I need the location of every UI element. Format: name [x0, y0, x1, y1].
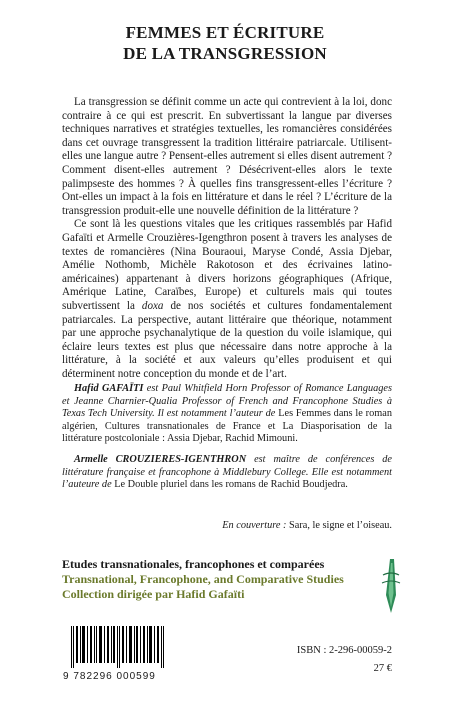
book-title [0, 22, 450, 64]
bio2-works: Le Double pluriel dans les romans de Rachid Boudjedra. [114, 479, 348, 491]
bio1-works: Les Femmes dans le roman algérien, Cultures transnationales de France et La Diasporisation de la littérature postcoloniale : Assia Djebar, Rachid Mimouni. [62, 408, 392, 445]
bio1-name: Hafid GAFAÏTI [74, 383, 144, 394]
bio2-name: Armelle CROUZIERES-IGENTHRON [74, 454, 247, 465]
blurb-p2-end: de nos sociétés et cultures fondamentalement patriarcales. La perspective, autant littéraire que théorique, notamment par une approche psychanalytique de la question du voile islamique, qui éclaire leurs textes est plus que nécessaire dans notre approche à la littérature, à la société et aux valeurs qu’elles produisent et qui déterminent notre conception du monde et de l’art. [62, 299, 392, 380]
blurb-paragraph-1: La transgression se définit comme un acte qui contrevient à la loi, donc contraire à ce qui est prescrit. En subvertissant la langue par diverses techniques narratives et stratégies textuelles, les romancières considérées dans cet ouvrage transgressent la tradition littéraire patriarcale. Utilisent-elles une langue autre ? Pensent-elles autrement si elles disent autrement ? Comment disent-elles autrement ? Désécrivent-elles alors le texte palimpseste des hommes ? À quelles fins transgressent-elles l’écriture ? Ont-elles un impact à la fois en littérature et dans le réel ? L’écriture de la transgression produit-elle une nouvelle définition de la littérature ? [62, 96, 392, 217]
series-line-1: Etudes transnationales, francophones et comparées [62, 557, 325, 571]
blurb-p2-doxa: doxa [141, 299, 164, 312]
author-bio-crouzieres [62, 454, 392, 492]
barcode-bars-icon [63, 626, 175, 668]
price: 27 € [373, 663, 392, 674]
publisher-logo-icon [377, 555, 405, 615]
barcode-digits: 9 782296 000599 [63, 671, 156, 682]
barcode [63, 626, 175, 682]
series-block [62, 557, 372, 602]
cover-credit-text: Sara, le signe et l’oiseau. [286, 520, 392, 531]
author-bio-gafaiti [62, 383, 392, 446]
bio2-italic-text: est maître de conférences de littérature française et francophone à Middlebury College. Elle est notamment l’auteure de [62, 454, 392, 491]
cover-credit-label: En couverture : [222, 520, 287, 531]
isbn-number: ISBN : 2-296-00059-2 [296, 645, 392, 656]
bio1-italic-text: est Paul Whitfield Horn Professor of Romance Languages et Jeanne Charnier-Qualia Professor of French and Francophone Studies à Texas Tech University. Il est notamment l’auteur de [62, 383, 392, 420]
cover-credit [62, 520, 392, 531]
blurb-text [62, 96, 392, 381]
series-line-2: Transnational, Francophone, and Comparative Studies [62, 572, 344, 586]
series-line-3: Collection dirigée par Hafid Gafaïti [62, 587, 245, 601]
blurb-paragraph-2 [62, 218, 392, 381]
title-line-2: DE LA TRANSGRESSION [123, 44, 327, 63]
title-line-1: FEMMES ET ÉCRITURE [125, 23, 325, 42]
blurb-p2-start: Ce sont là les questions vitales que les critiques rassemblés par Hafid Gafaïti et Armelle Crouzières-Igengthron posent à travers les analyses de textes de romancières (Nina Bouraoui, Maryse Condé, Assia Djebar, Amélie Nothomb, Michèle Rakotoson et des écrivaines latino-américaines) appartenant à divers horizons géographiques (Afrique, Amérique Latine, Caraïbes, Europe) et culturels mais qui toutes subvertissent la [62, 218, 392, 312]
